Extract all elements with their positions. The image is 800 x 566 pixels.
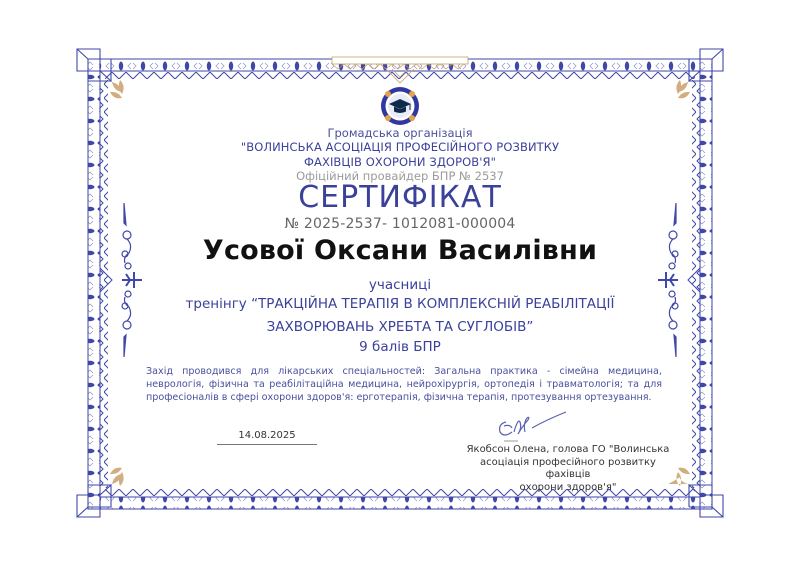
signatory-block [460,444,676,494]
graduation-cap-logo-icon [379,85,421,127]
signatory-line-2: асоціація професійного розвитку фахівців [480,456,656,480]
signatory-line-1: Якобсон Олена, голова ГО "Волинська [466,444,670,455]
recipient-name: Усової Оксани Василівни [202,235,598,266]
training-title-line-2: ЗАХВОРЮВАНЬ ХРЕБТА ТА СУГЛОБІВ” [266,319,534,335]
organization-type: Громадська організація [327,126,473,140]
provider-label: Офіційний провайдер БПР № 2537 [296,169,504,183]
certificate-number: № 2025-2537- 1012081-000004 [284,216,516,232]
training-title-line-1: тренінгу “ТРАКЦІЙНА ТЕРАПІЯ В КОМПЛЕКСНІЙ РЕАБІЛІТАЦІЇ [185,296,615,312]
issue-date: 14.08.2025 [238,430,296,441]
organization-name-line-1: "ВОЛИНСЬКА АСОЦІАЦІЯ ПРОФЕСІЙНОГО РОЗВИТКУ [240,140,560,154]
signature-icon [492,408,572,444]
organization-name [0,140,800,170]
organization-name-line-2: ФАХІВЦІВ ОХОРОНИ ЗДОРОВ'Я" [304,155,496,169]
cpd-points: 9 балів БПР [359,339,441,355]
signatory-line-3: охорони здоров'я" [519,481,617,493]
date-underline [217,444,317,445]
participant-role: учасниці [368,277,432,293]
training-title [0,293,800,339]
event-description: Захід проводився для лікарських спеціальностей: Загальна практика - сімейна медицина, неврологія, фізична та реабілітаційна медицина, нейрохірургія, ортопедія і травматологія; та для професіоналів в сфері охорони здоров'я: ерготерапія, фізична терапія, протезування ортезування. [146,366,662,403]
certificate-title: СЕРТИФІКАТ [298,180,502,215]
